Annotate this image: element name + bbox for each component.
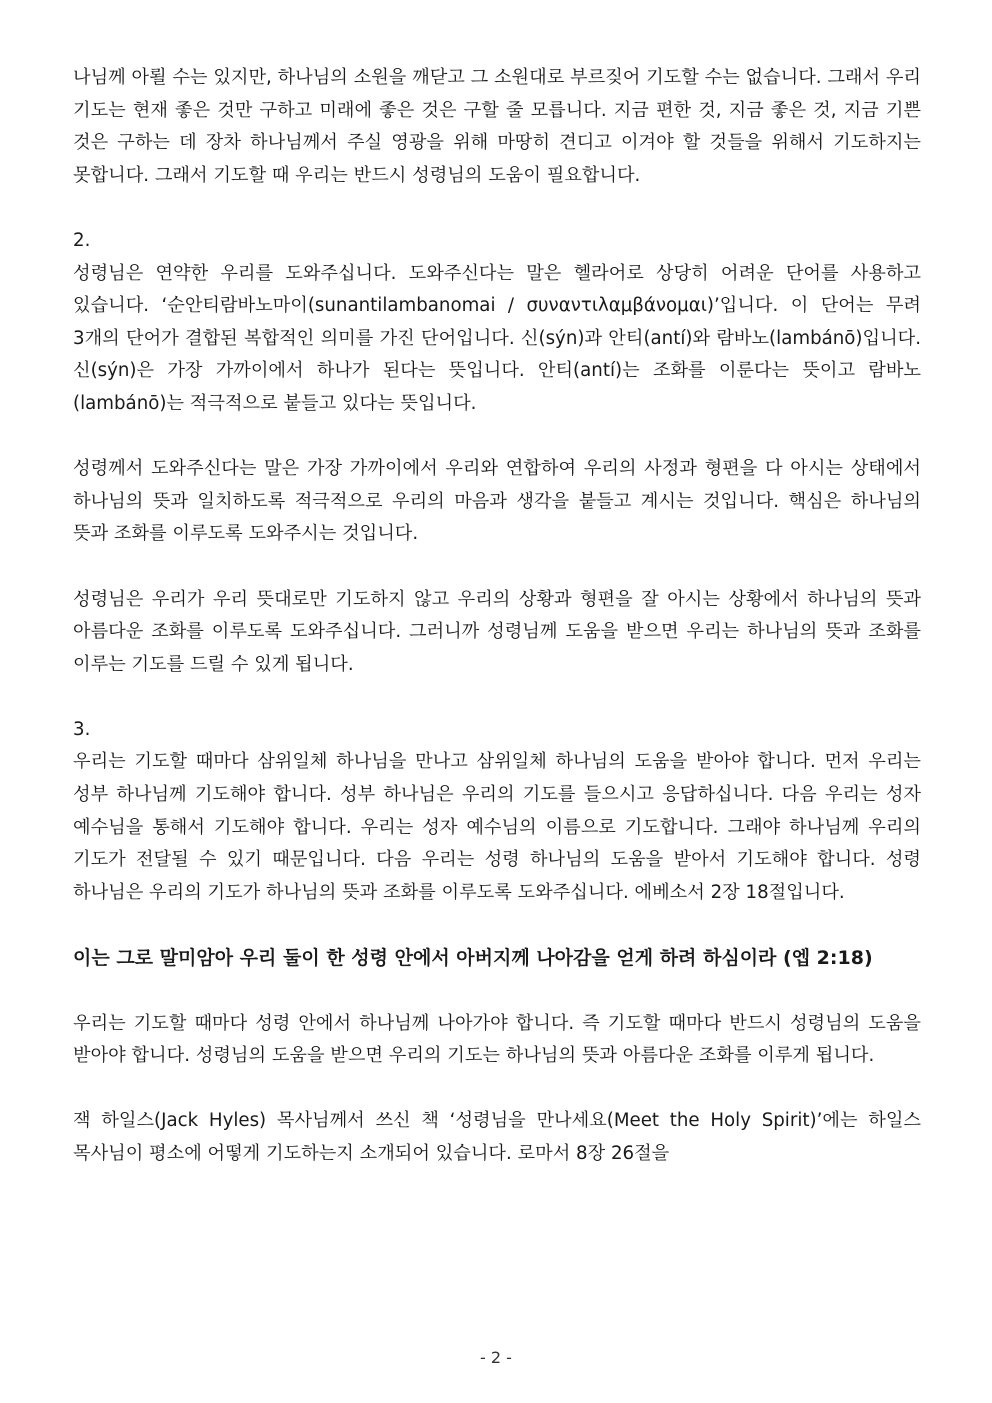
paragraph-spirit-help: 성령께서 도와주신다는 말은 가장 가까이에서 우리와 연합하여 우리의 사정과 형편을 다 아시는 상태에서 하나님의 뜻과 일치하도록 적극적으로 우리의 마음과 생각을 붙들고 계시는 것입니다. 핵심은 하나님의 뜻과 조화를 이루도록 도와주시는 것입니다. xyxy=(73,458,921,545)
paragraph-jack-hyles: 잭 하일스(Jack Hyles) 목사님께서 쓰신 책 ‘성령님을 만나세요(Meet the Holy Spirit)’에는 하일스 목사님이 평소에 어떻게 기도하는지 소개되어 있습니다. 로마서 8장 26절을 xyxy=(73,1110,921,1164)
document-body xyxy=(73,62,921,1171)
paragraph-gap xyxy=(73,681,921,714)
section-number-3: 3. xyxy=(73,718,91,740)
paragraph-gap xyxy=(73,421,921,454)
paragraph-intro: 나님께 아뢸 수는 있지만, 하나님의 소원을 깨닫고 그 소원대로 부르짖어 기도할 수는 없습니다. 그래서 우리 기도는 현재 좋은 것만 구하고 미래에 좋은 것은 구할 줄 모릅니다. 지금 편한 것, 지금 좋은 것, 지금 기쁜 것은 구하는 데 장차 하나님께서 주실 영광을 위해 마땅히 견디고 이겨야 할 것들을 위해서 기도하지는 못합니다. 그래서 기도할 때 우리는 반드시 성령님의 도움이 필요합니다. xyxy=(73,67,921,186)
paragraph-gap xyxy=(73,192,921,225)
paragraph-trinity: 우리는 기도할 때마다 삼위일체 하나님을 만나고 삼위일체 하나님의 도움을 받아야 합니다. 먼저 우리는 성부 하나님께 기도해야 합니다. 성부 하나님은 우리의 기도를 들으시고 응답하십니다. 다음 우리는 성자 예수님을 통해서 기도해야 합니다. 우리는 성자 예수님의 이름으로 기도합니다. 그래야 하나님께 우리의 기도가 전달될 수 있기 때문입니다. 다음 우리는 성령 하나님의 도움을 받아서 기도해야 합니다. 성령 하나님은 우리의 기도가 하나님의 뜻과 조화를 이루도록 도와주십니다. 에베소서 2장 18절입니다. xyxy=(73,751,921,903)
section-number-2: 2. xyxy=(73,229,91,251)
bible-verse-quote: 이는 그로 말미암아 우리 둘이 한 성령 안에서 아버지께 나아감을 얻게 하려 하심이라 (엡 2:18) xyxy=(73,947,873,970)
paragraph-greek-word: 성령님은 연약한 우리를 도와주십니다. 도와주신다는 말은 헬라어로 상당히 어려운 단어를 사용하고 있습니다. ‘순안티람바노마이(sunantilambanomai / συναντιλαμβάνομαι)’입니다. 이 단어는 무려 3개의 단어가 결합된 복합적인 의미를 가진 단어입니다. 신(sýn)과 안티(antí)와 람바노(lambánō)입니다. 신(sýn)은 가장 가까이에서 하나가 된다는 뜻입니다. 안티(antí)는 조화를 이룬다는 뜻이고 람바노(lambánō)는 적극적으로 붙들고 있다는 뜻입니다. xyxy=(73,262,921,414)
page-number: - 2 - xyxy=(480,1348,512,1367)
paragraph-gap xyxy=(73,551,921,584)
paragraph-harmony: 성령님은 우리가 우리 뜻대로만 기도하지 않고 우리의 상황과 형편을 잘 아시는 상황에서 하나님의 뜻과 아름다운 조화를 이루도록 도와주십니다. 그러니까 성령님께 도움을 받으면 우리는 하나님의 뜻과 조화를 이루는 기도를 드릴 수 있게 됩니다. xyxy=(73,588,921,675)
paragraph-gap xyxy=(73,975,921,1008)
paragraph-approach: 우리는 기도할 때마다 성령 안에서 하나님께 나아가야 합니다. 즉 기도할 때마다 반드시 성령님의 도움을 받아야 합니다. 성령님의 도움을 받으면 우리의 기도는 하나님의 뜻과 아름다운 조화를 이루게 됩니다. xyxy=(73,1012,921,1067)
paragraph-gap xyxy=(73,1073,921,1106)
paragraph-gap xyxy=(73,909,921,942)
